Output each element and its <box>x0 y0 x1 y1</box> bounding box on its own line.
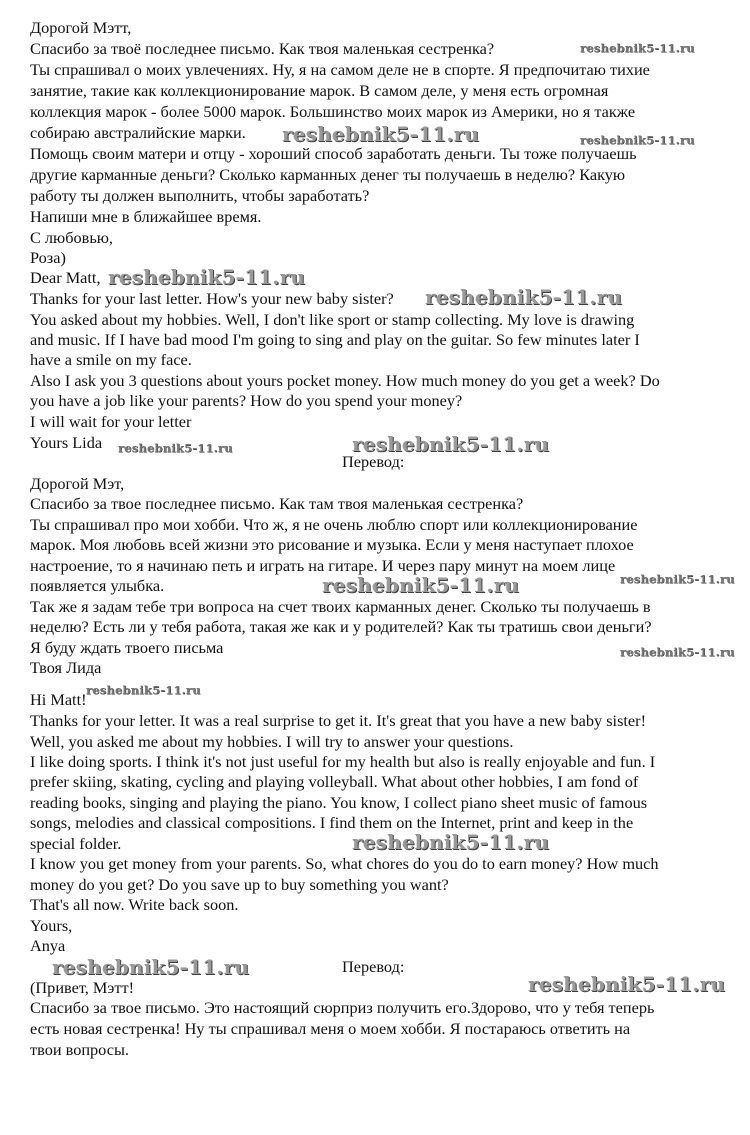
watermark: reshebnik5-11.ru <box>425 285 623 309</box>
text-line: Hi Matt! <box>30 690 87 709</box>
text-line: I will wait for your letter <box>30 412 192 431</box>
watermark: reshebnik5-11.ru <box>580 41 695 55</box>
text-line: That's all now. Write back soon. <box>30 895 239 914</box>
text-line: Ты спрашивал о моих увлечениях. Ну, я на самом деле не в спорте. Я предпочитаю тихие <box>30 60 650 79</box>
translation-heading: Перевод: <box>342 452 405 471</box>
text-line: Yours Lida <box>30 433 103 452</box>
text-line: I like doing sports. I think it's not just useful for my health but also is really enjoyable and fun. I <box>30 752 656 771</box>
text-line: Also I ask you 3 questions about yours pocket money. How much money do you get a week? Do <box>30 371 660 390</box>
text-line: Ты спрашивал про мои хобби. Что ж, я не очень люблю спорт или коллекционирование <box>30 515 638 534</box>
text-line: have a smile on my face. <box>30 350 192 369</box>
watermark: reshebnik5-11.ru <box>352 432 550 456</box>
text-line: работу ты должен выполнить, чтобы заработать? <box>30 186 370 205</box>
text-line: You asked about my hobbies. Well, I don't like sport or stamp collecting. My love is drawing <box>30 310 635 329</box>
text-line: Anya <box>30 936 66 955</box>
text-line: марок. Моя любовь всей жизни это рисование и музыка. Если у меня наступает плохое <box>30 535 634 554</box>
text-line: Дорогой Мэтт, <box>30 18 132 37</box>
text-line: коллекция марок - более 5000 марок. Большинство моих марок из Америки, но я также <box>30 102 636 121</box>
text-line: Дорогой Мэт, <box>30 474 125 493</box>
watermark: reshebnik5-11.ru <box>86 683 201 697</box>
text-line: Thanks for your last letter. How's your new baby sister? <box>30 289 394 308</box>
text-line: I know you get money from your parents. So, what chores do you do to earn money? How much <box>30 854 659 873</box>
text-line: reading books, singing and playing the piano. You know, I collect piano sheet music of famous <box>30 793 648 812</box>
text-line: Напиши мне в ближайшее время. <box>30 207 262 226</box>
text-line: Thanks for your letter. It was a real surprise to get it. It's great that you have a new baby sister! <box>30 711 646 730</box>
text-line: твои вопросы. <box>30 1040 129 1059</box>
text-line: (Привет, Мэтт! <box>30 978 134 997</box>
text-line: собираю австралийские марки. <box>30 123 246 142</box>
text-line: неделю? Есть ли у тебя работа, такая же как и у родителей? Как ты тратишь свои деньги? <box>30 617 652 636</box>
text-line: you have a job like your parents? How do you spend your money? <box>30 391 463 410</box>
text-line: songs, melodies and classical compositions. I find them on the Internet, print and keep in the <box>30 813 634 832</box>
watermark: reshebnik5-11.ru <box>118 441 233 455</box>
text-line: занятие, такие как коллекционирование марок. В самом деле, у меня есть огромная <box>30 81 609 100</box>
text-line: Dear Matt, <box>30 268 101 287</box>
watermark: reshebnik5-11.ru <box>322 573 520 597</box>
text-line: появляется улыбка. <box>30 576 165 595</box>
watermark: reshebnik5-11.ru <box>52 955 250 979</box>
text-line: Yours, <box>30 916 73 935</box>
text-line: Well, you asked me about my hobbies. I will try to answer your questions. <box>30 732 514 751</box>
watermark: reshebnik5-11.ru <box>620 645 735 659</box>
text-line: money do you get? Do you save up to buy something you want? <box>30 875 449 894</box>
text-line: есть новая сестренка! Ну ты спрашивал меня о моем хобби. Я постараюсь ответить на <box>30 1019 631 1038</box>
watermark: reshebnik5-11.ru <box>352 830 550 854</box>
text-line: Я буду ждать твоего письма <box>30 638 224 657</box>
text-line: Спасибо за твое последнее письмо. Как там твоя маленькая сестренка? <box>30 494 524 513</box>
watermark: reshebnik5-11.ru <box>580 133 695 147</box>
text-line: С любовью, <box>30 228 113 247</box>
watermark: reshebnik5-11.ru <box>108 265 306 289</box>
text-line: Твоя Лида <box>30 658 102 677</box>
text-line: другие карманные деньги? Сколько карманных денег ты получаешь в неделю? Какую <box>30 165 626 184</box>
text-line: Роза) <box>30 248 66 267</box>
text-line: настроение, то я начинаю петь и играть на гитаре. И через пару минут на моем лице <box>30 556 616 575</box>
text-line: Спасибо за твоё последнее письмо. Как твоя маленькая сестренка? <box>30 39 495 58</box>
watermark: reshebnik5-11.ru <box>282 122 480 146</box>
text-line: special folder. <box>30 834 122 853</box>
translation-heading: Перевод: <box>342 957 405 976</box>
watermark: reshebnik5-11.ru <box>528 972 726 996</box>
text-line: Спасибо за твое письмо. Это настоящий сюрприз получить его.Здорово, что у тебя теперь <box>30 998 655 1017</box>
text-line: Помощь своим матери и отцу - хороший способ заработать деньги. Ты тоже получаешь <box>30 144 637 163</box>
text-line: prefer skiing, skating, cycling and playing volleyball. What about other hobbies, I am fond of <box>30 772 639 791</box>
watermark: reshebnik5-11.ru <box>620 572 735 586</box>
text-line: and music. If I have bad mood I'm going to sing and play on the guitar. So few minutes later I <box>30 330 640 349</box>
text-line: Так же я задам тебе три вопроса на счет твоих карманных денег. Сколько ты получаешь в <box>30 597 651 616</box>
